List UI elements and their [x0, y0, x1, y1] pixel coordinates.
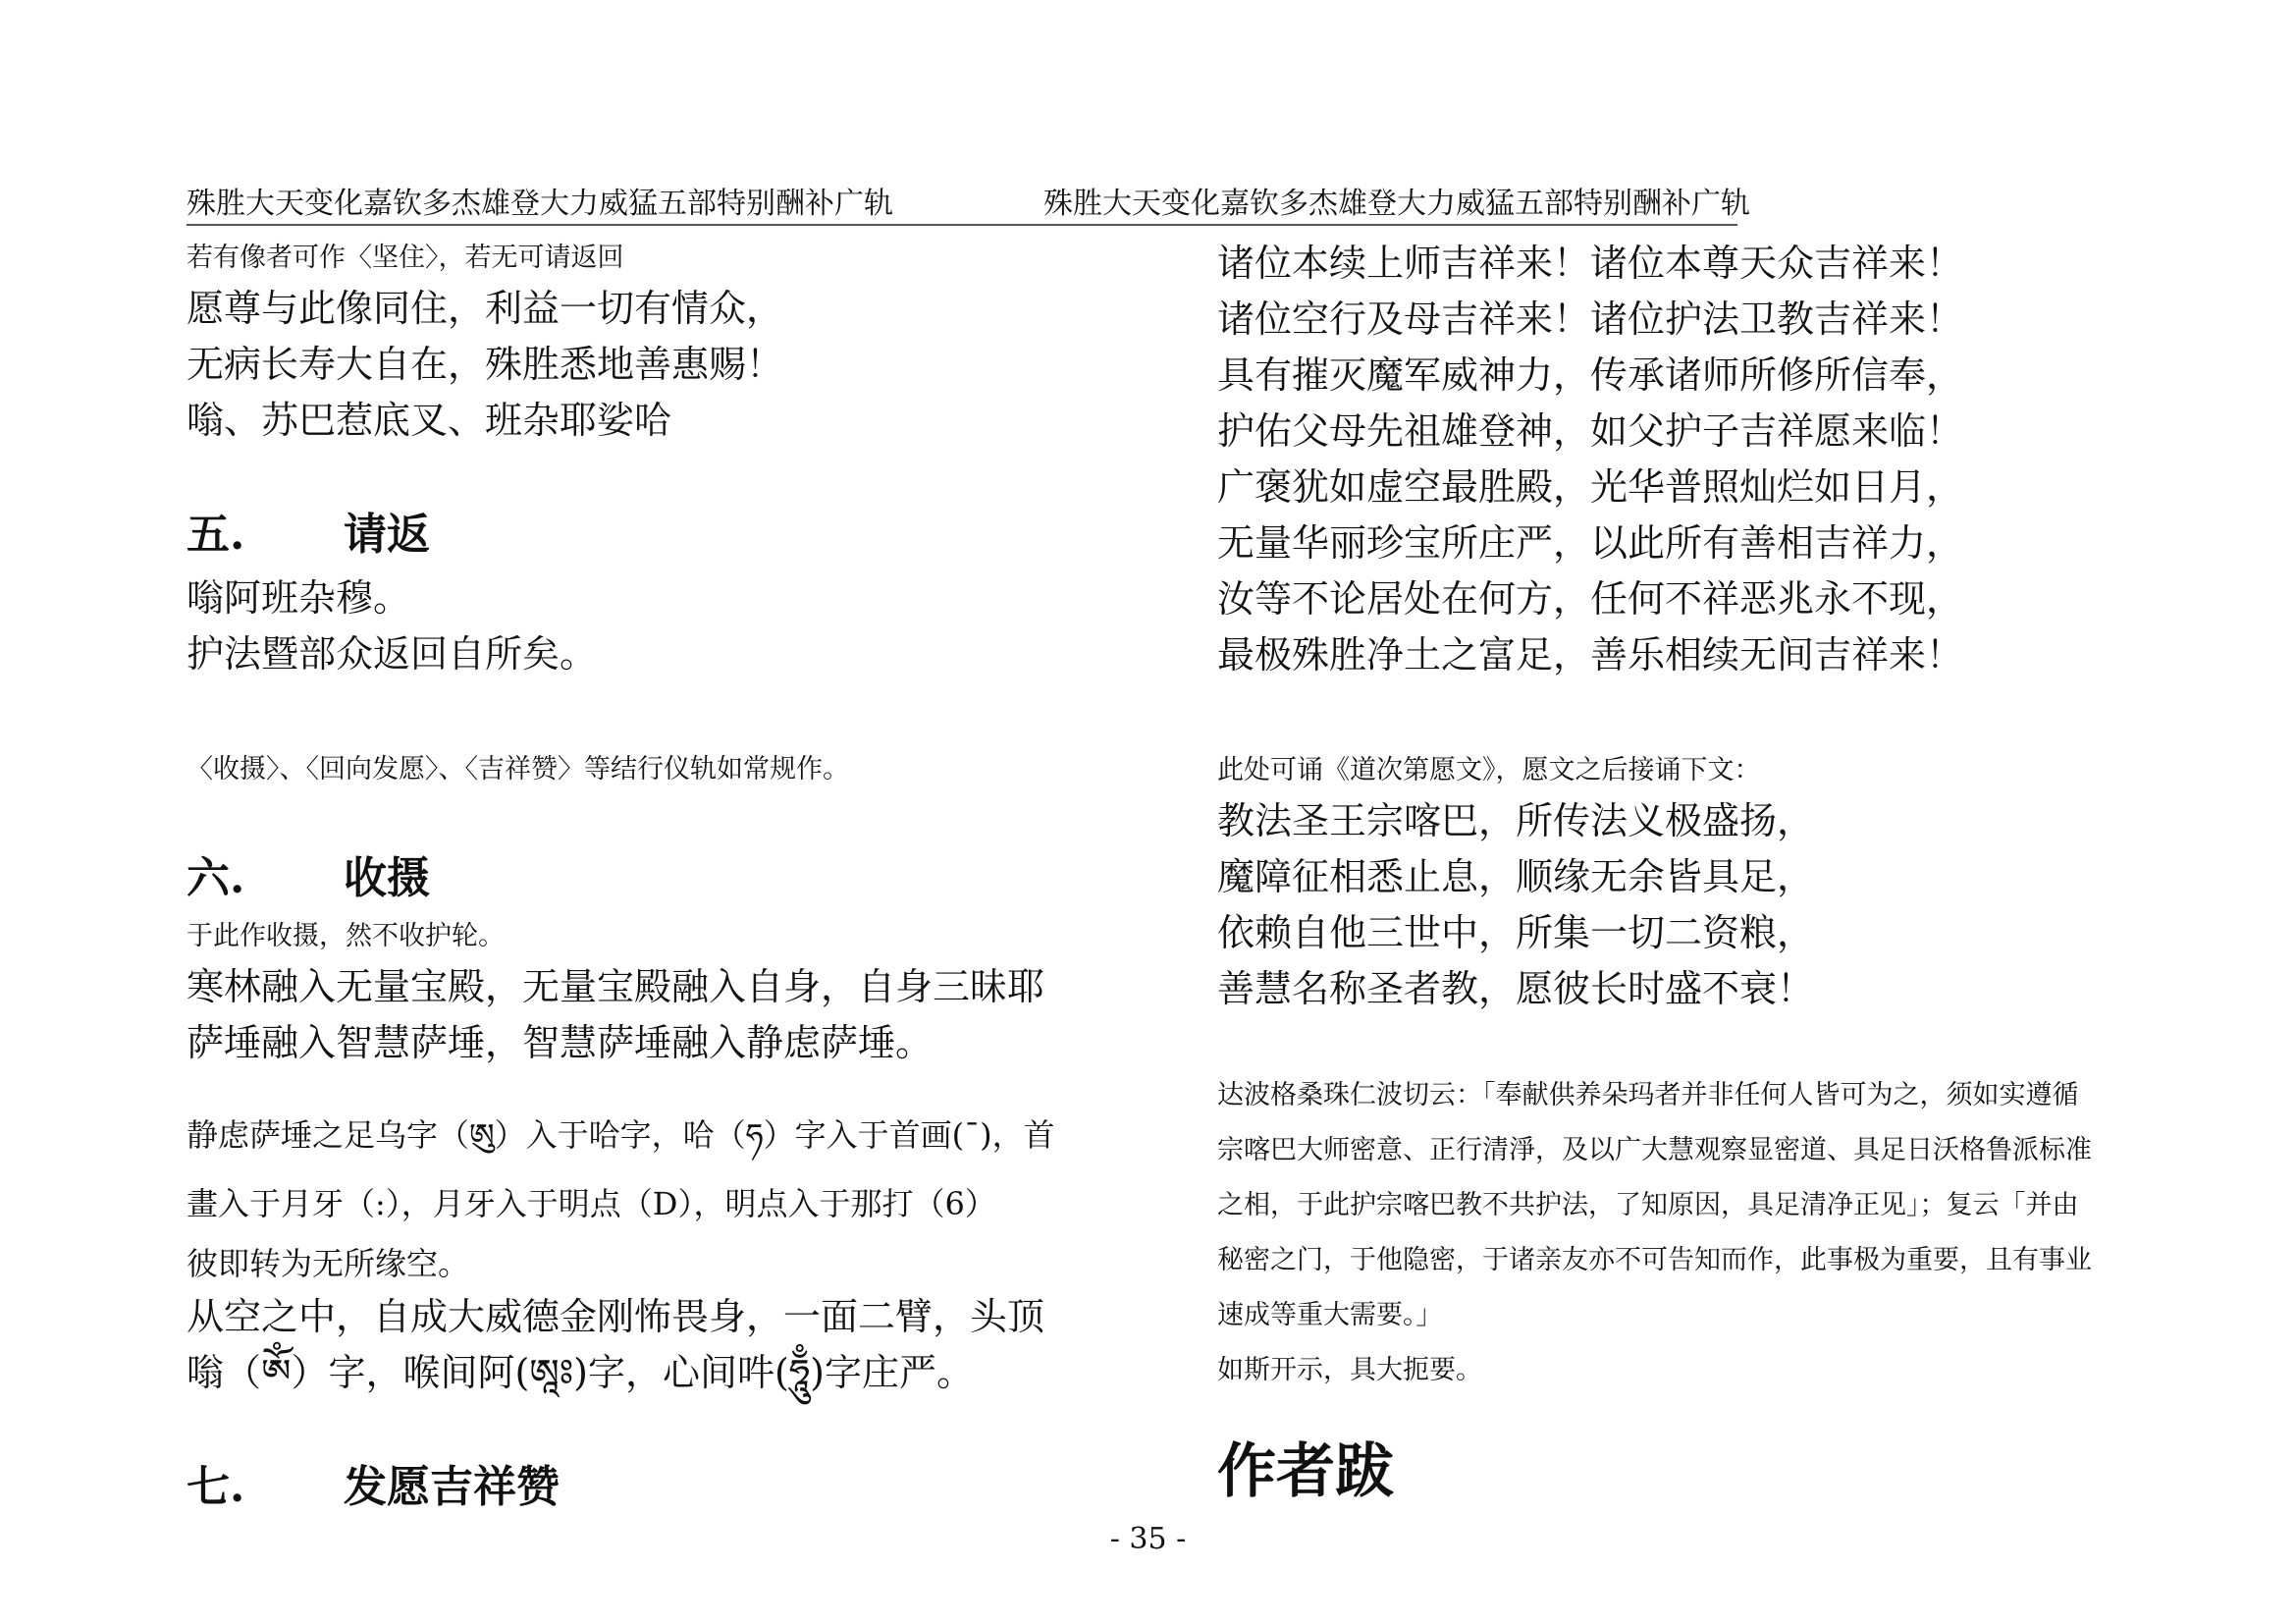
- verse-line: 诸位空行及母吉祥来！诸位护法卫教吉祥来！: [1217, 298, 1964, 341]
- text-line: 静虑萨埵之足乌字（ཨུ）入于哈字，哈（ཧ）字入于首画(ˉ)，首: [187, 1116, 1055, 1154]
- quote-line: 秘密之门，于他隐密，于诸亲友亦不可告知而作，此事极为重要，且有事业: [1217, 1245, 2092, 1275]
- left-column: [187, 236, 1129, 1523]
- quote-line: 达波格桑珠仁波切云：「奉献供养朵玛者并非任何人皆可为之，须如实遵循: [1217, 1080, 2079, 1110]
- instruction-note: 此处可诵《道次第愿文》，愿文之后接诵下文：: [1217, 755, 1761, 785]
- verse-line: 诸位本续上师吉祥来！诸位本尊天众吉祥来！: [1217, 242, 1964, 285]
- verse-line: 最极殊胜净土之富足，善乐相续无间吉祥来！: [1217, 633, 1964, 676]
- verse-line: 具有摧灭魔军威神力，传承诸师所修所信奉，: [1217, 353, 1964, 397]
- section-heading: [187, 843, 1129, 914]
- verse-line: 汝等不论居处在何方，任何不祥恶兆永不现，: [1217, 577, 1964, 621]
- section-title: 发愿吉祥赞: [344, 1462, 560, 1512]
- verse-line: 教法圣王宗喀巴，所传法义极盛扬，: [1217, 799, 1815, 842]
- header-title-right: 殊胜大天变化嘉钦多杰雄登大力威猛五部特别酬补广轨: [1043, 187, 1750, 221]
- quote-line: 速成等重大需要。」: [1217, 1300, 1443, 1330]
- text-line: 寒林融入无量宝殿，无量宝殿融入自身，自身三昧耶: [187, 965, 1045, 1008]
- postscript-title: 作者跋: [1217, 1437, 1394, 1506]
- section-number: 五.: [187, 510, 245, 560]
- verse-line: 愿尊与此像同住，利益一切有情众，: [187, 287, 784, 330]
- text-line: 萨埵融入智慧萨埵，智慧萨埵融入静虑萨埵。: [187, 1021, 934, 1064]
- section-heading: [187, 500, 1129, 570]
- section-heading: [187, 1452, 1129, 1523]
- quote-end: 如斯开示，具大扼要。: [1217, 1355, 1482, 1385]
- section-number: 七.: [187, 1462, 245, 1512]
- instruction-note: 若有像者可作〈坚住〉，若无可请返回: [187, 243, 624, 273]
- header-rule: [187, 224, 1737, 226]
- verse-line: 魔障征相悉止息，顺缘无余皆具足，: [1217, 855, 1815, 898]
- text-line: 嗡（ༀ）字，喉间阿(ཨཱཿ)字，心间吽(ཧཱུྃ)字庄严。: [187, 1351, 974, 1394]
- verse-line: 无量华丽珍宝所庄严，以此所有善相吉祥力，: [1217, 521, 1964, 565]
- section-title: 请返: [344, 510, 430, 560]
- quote-line: 之相，于此护宗喀巴教不共护法，了知原因，具足清净正见」；复云「并由: [1217, 1190, 2079, 1220]
- verse-line: 广褒犹如虚空最胜殿，光华普照灿烂如日月，: [1217, 465, 1964, 509]
- verse-line: 护佑父母先祖雄登神，如父护子吉祥愿来临！: [1217, 409, 1964, 453]
- text-line: 彼即转为无所缘空。: [187, 1245, 470, 1282]
- section-number: 六.: [187, 853, 245, 903]
- text-line: 从空之中，自成大威德金刚怖畏身，一面二臂，头顶: [187, 1295, 1045, 1338]
- instruction-note: 于此作收摄，然不收护轮。: [187, 921, 505, 951]
- right-column: [1217, 236, 2160, 1516]
- page-number: - 35 -: [1109, 1522, 1187, 1556]
- header-title-left: 殊胜大天变化嘉钦多杰雄登大力威猛五部特别酬补广轨: [187, 187, 893, 221]
- verse-line: 依赖自他三世中，所集一切二资粮，: [1217, 911, 1815, 954]
- verse-line: 无病长寿大自在，殊胜悉地善惠赐！: [187, 343, 784, 386]
- text-line: 嗡阿班杂穆。: [187, 576, 411, 620]
- text-line: 护法暨部众返回自所矣。: [187, 632, 598, 676]
- text-line: 畫入于月牙（:），月牙入于明点（D），明点入于那打（6）: [187, 1185, 996, 1222]
- verse-line: 善慧名称圣者教，愿彼长时盛不衰！: [1217, 967, 1815, 1010]
- verse-line: 嗡、苏巴惹底叉、班杂耶娑哈: [187, 399, 672, 442]
- quote-line: 宗喀巴大师密意、正行清淨，及以广大慧观察显密道、具足日沃格鲁派标准: [1217, 1135, 2092, 1165]
- section-title: 收摄: [344, 853, 430, 903]
- instruction-note: 〈收摄〉、〈回向发愿〉、〈吉祥赞〉等结行仪轨如常规作。: [187, 754, 849, 784]
